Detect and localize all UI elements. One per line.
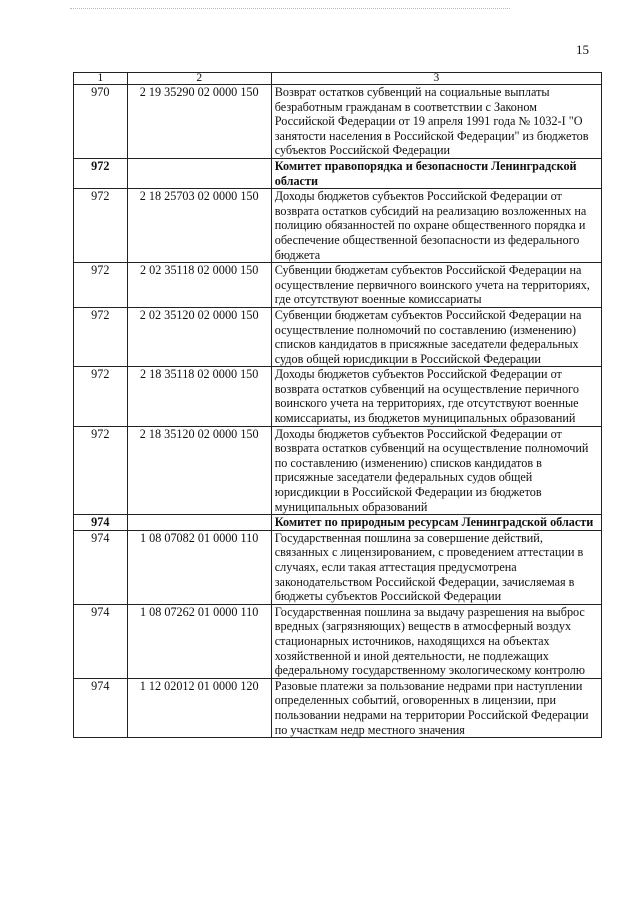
- table-row: [74, 604, 602, 678]
- description-cell: Возврат остатков субвенций на социальные выплаты безработным гражданам в соответствии с Законом Российской Федерации от 19 апреля 1991 года № 1032-I "О занятости населения в Российской Федерации" из бюджетов субъектов Российской Федерации: [271, 85, 601, 159]
- admin-code-cell: 972: [74, 263, 128, 308]
- table-row: [74, 678, 602, 737]
- header-col-1: 1: [74, 73, 128, 85]
- description-cell: Разовые платежи за пользование недрами при наступлении определенных событий, оговоренных в лицензии, при пользовании недрами на территории Российской Федерации по участкам недр местного значения: [271, 678, 601, 737]
- description-cell: Комитет по природным ресурсам Ленинградской области: [271, 515, 601, 531]
- admin-code-cell: 972: [74, 307, 128, 366]
- admin-code-cell: 974: [74, 678, 128, 737]
- description-cell: Государственная пошлина за совершение действий, связанных с лицензированием, с проведением аттестации в случаях, если такая аттестация предусмотрена законодательством Российской Федерации, зачисляемая в бюджеты субъектов Российской Федерации: [271, 530, 601, 604]
- description-cell: Субвенции бюджетам субъектов Российской Федерации на осуществление первичного воинского учета на территориях, где отсутствуют военные комиссариаты: [271, 263, 601, 308]
- description-cell: Доходы бюджетов субъектов Российской Федерации от возврата остатков субсидий на реализацию возложенных на полицию обязанностей по охране общественного порядка и обеспечение общественной безопасности из федерального бюджета: [271, 189, 601, 263]
- kbk-code-cell: 2 02 35118 02 0000 150: [127, 263, 271, 308]
- table-row: [74, 85, 602, 159]
- page-number: 15: [576, 42, 589, 57]
- admin-code-cell: 972: [74, 189, 128, 263]
- description-cell: Доходы бюджетов субъектов Российской Федерации от возврата остатков субвенций на осуществление полномочий по составлению (изменению) списков кандидатов в присяжные заседатели федеральных судов общей юрисдикции в Российской Федерации из бюджетов муниципальных образований: [271, 426, 601, 515]
- table-row: [74, 189, 602, 263]
- kbk-code-cell: [127, 515, 271, 531]
- table-row: [74, 307, 602, 366]
- committee-header-row: [74, 515, 602, 531]
- table-row: [74, 263, 602, 308]
- kbk-code-cell: 1 08 07082 01 0000 110: [127, 530, 271, 604]
- header-col-2: 2: [127, 73, 271, 85]
- kbk-code-cell: 2 18 35118 02 0000 150: [127, 367, 271, 426]
- budget-codes-table: [73, 72, 602, 738]
- admin-code-cell: 972: [74, 367, 128, 426]
- kbk-code-cell: 2 18 25703 02 0000 150: [127, 189, 271, 263]
- description-cell: Субвенции бюджетам субъектов Российской Федерации на осуществление полномочий по составлению (изменению) списков кандидатов в присяжные заседатели федеральных судов общей юрисдикции в Российской Федерации: [271, 307, 601, 366]
- kbk-code-cell: 2 02 35120 02 0000 150: [127, 307, 271, 366]
- admin-code-cell: 974: [74, 515, 128, 531]
- admin-code-cell: 974: [74, 530, 128, 604]
- kbk-code-cell: [127, 158, 271, 188]
- table-header-row: [74, 73, 602, 85]
- kbk-code-cell: 2 19 35290 02 0000 150: [127, 85, 271, 159]
- table-row: [74, 530, 602, 604]
- kbk-code-cell: 1 08 07262 01 0000 110: [127, 604, 271, 678]
- admin-code-cell: 974: [74, 604, 128, 678]
- description-cell: Государственная пошлина за выдачу разрешения на выброс вредных (загрязняющих) веществ в атмосферный воздух стационарных источников, находящихся на объектах хозяйственной и иной деятельности, не подлежащих федеральному государственному экологическому контролю: [271, 604, 601, 678]
- admin-code-cell: 972: [74, 426, 128, 515]
- description-cell: Комитет правопорядка и безопасности Ленинградской области: [271, 158, 601, 188]
- header-col-3: 3: [271, 73, 601, 85]
- table-row: [74, 426, 602, 515]
- committee-header-row: [74, 158, 602, 188]
- scan-top-line: [70, 8, 510, 10]
- admin-code-cell: 970: [74, 85, 128, 159]
- table-row: [74, 367, 602, 426]
- description-cell: Доходы бюджетов субъектов Российской Федерации от возврата остатков субвенций на осуществление перичного воинского учета на территориях, где отсутствуют военные комиссариаты, из бюджетов муниципальных образований: [271, 367, 601, 426]
- admin-code-cell: 972: [74, 158, 128, 188]
- kbk-code-cell: 2 18 35120 02 0000 150: [127, 426, 271, 515]
- kbk-code-cell: 1 12 02012 01 0000 120: [127, 678, 271, 737]
